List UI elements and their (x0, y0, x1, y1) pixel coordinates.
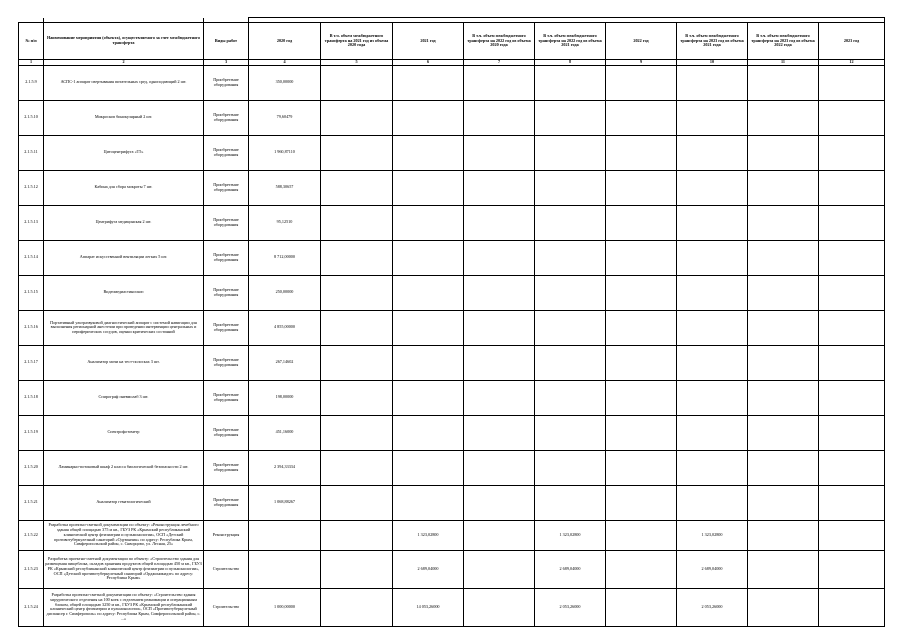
header-cell: В т.ч. объем межбюджетного трансферта на 2023 год из объема 2022 года (748, 23, 819, 60)
value-col11 (748, 135, 819, 170)
value-col8 (535, 310, 606, 345)
table-row (19, 415, 885, 450)
value-col8 (535, 170, 606, 205)
value-col5 (321, 275, 393, 310)
value-col11 (748, 275, 819, 310)
column-number: 6 (393, 60, 464, 66)
value-2022 (606, 240, 677, 275)
value-col5 (321, 310, 393, 345)
value-2022 (606, 135, 677, 170)
column-number: 10 (677, 60, 748, 66)
value-2021 (393, 450, 464, 485)
column-number: 3 (204, 60, 249, 66)
value-col10 (677, 415, 748, 450)
value-col10 (677, 450, 748, 485)
value-col7 (464, 240, 535, 275)
work-type: Приобретение оборудования (204, 450, 249, 485)
value-col8 (535, 240, 606, 275)
value-col11 (748, 310, 819, 345)
column-number: 8 (535, 60, 606, 66)
value-2022 (606, 205, 677, 240)
column-number: 5 (321, 60, 393, 66)
document-sheet (18, 17, 860, 627)
value-2021: 2 689,04000 (393, 550, 464, 588)
value-col7 (464, 345, 535, 380)
work-type: Приобретение оборудования (204, 170, 249, 205)
work-type: Приобретение оборудования (204, 135, 249, 170)
value-col8 (535, 275, 606, 310)
value-col5 (321, 520, 393, 550)
value-2020: 588,30657 (249, 170, 321, 205)
value-col10: 1 323,02800 (677, 520, 748, 550)
table-body (19, 65, 885, 626)
work-type: Строительство (204, 588, 249, 626)
value-col10 (677, 240, 748, 275)
table-row (19, 135, 885, 170)
value-2021 (393, 240, 464, 275)
measure-name: Анализатор гематологический (44, 485, 204, 520)
row-number: 2.1.5.15 (19, 275, 44, 310)
work-type: Приобретение оборудования (204, 65, 249, 100)
table-row (19, 345, 885, 380)
value-col10 (677, 100, 748, 135)
value-col5 (321, 415, 393, 450)
value-col8 (535, 205, 606, 240)
work-type: Реконструкция (204, 520, 249, 550)
value-col7 (464, 310, 535, 345)
measure-name: Спирограф пневмолаб 3 шт. (44, 380, 204, 415)
row-number: 2.1.5.17 (19, 345, 44, 380)
value-col5 (321, 550, 393, 588)
measure-name: Ламинарно-потоковый шкаф 2 класса биологической безопасности 2 шт. (44, 450, 204, 485)
value-col8 (535, 485, 606, 520)
value-col7 (464, 485, 535, 520)
value-2021 (393, 380, 464, 415)
value-col8: 2 053,26000 (535, 588, 606, 626)
value-2020: 2 394,33334 (249, 450, 321, 485)
value-2022 (606, 450, 677, 485)
value-col11 (748, 100, 819, 135)
value-col5 (321, 100, 393, 135)
value-col10 (677, 345, 748, 380)
value-col5 (321, 170, 393, 205)
row-number: 2.1.5.24 (19, 588, 44, 626)
value-2021 (393, 345, 464, 380)
value-col11 (748, 415, 819, 450)
budget-table (18, 17, 885, 627)
value-col10 (677, 310, 748, 345)
table-row (19, 450, 885, 485)
value-2020: 95,12510 (249, 205, 321, 240)
table-row (19, 170, 885, 205)
measure-name: АСПС-1 аппарат свертывания питательных сред, одноподающий 2 шт. (44, 65, 204, 100)
table-row (19, 550, 885, 588)
value-col11 (748, 240, 819, 275)
work-type: Приобретение оборудования (204, 205, 249, 240)
value-2023 (819, 240, 885, 275)
value-2023 (819, 100, 885, 135)
value-2022 (606, 380, 677, 415)
value-2021 (393, 65, 464, 100)
table-row (19, 65, 885, 100)
value-2023 (819, 415, 885, 450)
value-2021 (393, 170, 464, 205)
value-col7 (464, 275, 535, 310)
value-2023 (819, 380, 885, 415)
value-col5 (321, 135, 393, 170)
column-number: 9 (606, 60, 677, 66)
value-2020: 267,14602 (249, 345, 321, 380)
header-cell: В т.ч. объем межбюджетного трансферта на 2023 год из объема 2021 года (677, 23, 748, 60)
value-2023 (819, 205, 885, 240)
value-2020: 250,00000 (249, 275, 321, 310)
value-2021 (393, 310, 464, 345)
header-cell: 2020 год (249, 23, 321, 60)
header-cell: Наименование мероприятия (объекта), осуществляемого за счет межбюджетного трансферта (44, 23, 204, 60)
value-col8: 1 323,02800 (535, 520, 606, 550)
work-type: Приобретение оборудования (204, 345, 249, 380)
value-col7 (464, 520, 535, 550)
value-2023 (819, 520, 885, 550)
column-number: 4 (249, 60, 321, 66)
value-col5 (321, 345, 393, 380)
table-row (19, 520, 885, 550)
measure-name: Разработка проектно-сметной документации по объекту: «Реконструкция лечебного здания общей площадью 375 м кв., ГБУЗ РК «Крымский республиканский клинический центр фтизиатрии и пульмонологии», ОСП «Детский противотуберкулезный санаторий «Одуванчик» по адресу: Республика Крым, Симферопольский район, с. Скворцово, ул. Лесная, 25» (44, 520, 204, 550)
value-col11 (748, 170, 819, 205)
value-2021: 14 053,26000 (393, 588, 464, 626)
value-2022 (606, 520, 677, 550)
value-2020: 1 960,87110 (249, 135, 321, 170)
work-type: Строительство (204, 550, 249, 588)
value-col10 (677, 380, 748, 415)
value-col10 (677, 275, 748, 310)
row-number: 2.1.5.16 (19, 310, 44, 345)
measure-name: Разработка проектно-сметной документации по объекту: «Строительство здания хирургического отделения на 100 коек с отделением реанимации и операционным блоком, общей площадью 3250 м кв., ГБУЗ РК «Крымский республиканский клинический центр фтизиатрии и пульмонологии», ОСП «Противотуберкулезный диспансер г. Симферополь» по адресу: Республика Крым, Симферопольский район, с. ...» (44, 588, 204, 626)
work-type: Приобретение оборудования (204, 240, 249, 275)
column-number: 1 (19, 60, 44, 66)
value-col11 (748, 588, 819, 626)
row-number: 2.1.5.13 (19, 205, 44, 240)
value-2022 (606, 65, 677, 100)
value-col7 (464, 205, 535, 240)
measure-name: Портативный ультразвуковой диагностический аппарат с системой навигации для выполнения регионарной анестезии при проведении интервенции центральных и периферических сосудов, оценки критических состояний (44, 310, 204, 345)
value-col5 (321, 205, 393, 240)
row-number: 2.1.5.18 (19, 380, 44, 415)
column-number: 2 (44, 60, 204, 66)
value-col10 (677, 135, 748, 170)
value-2020: 451,16000 (249, 415, 321, 450)
value-col11 (748, 345, 819, 380)
value-col7 (464, 100, 535, 135)
value-2020 (249, 520, 321, 550)
value-col5 (321, 450, 393, 485)
value-2021 (393, 485, 464, 520)
header-cell: В т.ч. объем межбюджетного трансферта на 2021 год из объема 2020 года (321, 23, 393, 60)
value-col11 (748, 380, 819, 415)
measure-name: Цитоцентрифуга «Т5» (44, 135, 204, 170)
measure-name: Видеомедиастиноскоп (44, 275, 204, 310)
value-2021 (393, 275, 464, 310)
value-2023 (819, 65, 885, 100)
value-col7 (464, 588, 535, 626)
value-col5 (321, 65, 393, 100)
value-2022 (606, 588, 677, 626)
work-type: Приобретение оборудования (204, 485, 249, 520)
work-type: Приобретение оборудования (204, 275, 249, 310)
value-2023 (819, 550, 885, 588)
value-2020: 350,00000 (249, 65, 321, 100)
column-number: 11 (748, 60, 819, 66)
header-cell: В т.ч. объем межбюджетного трансферта на 2022 год из объема 2021 года (535, 23, 606, 60)
value-col8 (535, 450, 606, 485)
value-col8 (535, 380, 606, 415)
row-number: 2.1.5.19 (19, 415, 44, 450)
value-2023 (819, 450, 885, 485)
header-cell: № п/п (19, 23, 44, 60)
measure-name: Кабина для сбора мокроты 7 шт. (44, 170, 204, 205)
value-2021 (393, 415, 464, 450)
work-type: Приобретение оборудования (204, 100, 249, 135)
value-2022 (606, 100, 677, 135)
table-row (19, 275, 885, 310)
value-2020: 1 000,00000 (249, 588, 321, 626)
row-number: 2.1.5.12 (19, 170, 44, 205)
row-number: 2.1.5.11 (19, 135, 44, 170)
work-type: Приобретение оборудования (204, 380, 249, 415)
measure-name: Центрифуга медицинская 2 шт. (44, 205, 204, 240)
value-col7 (464, 135, 535, 170)
value-2023 (819, 275, 885, 310)
value-2022 (606, 345, 677, 380)
value-2020 (249, 550, 321, 588)
row-number: 2.1.5.20 (19, 450, 44, 485)
value-2023 (819, 345, 885, 380)
value-col10 (677, 65, 748, 100)
value-col5 (321, 240, 393, 275)
header-cell: 2023 год (819, 23, 885, 60)
value-2022 (606, 485, 677, 520)
value-col11 (748, 450, 819, 485)
value-col5 (321, 588, 393, 626)
measure-name: Разработка проектно-сметной документации по объекту: «Строительство здания для размещения пищеблока, складов хранения продуктов общей площадью 450 м кв., ГБУЗ РК «Крымский республиканский клинический центр фтизиатрии и пульмонологии», ОСП «Детский противотуберкулезный санаторий «Орджоникидзе» по адресу: Республика Крым» (44, 550, 204, 588)
value-2023 (819, 485, 885, 520)
value-2022 (606, 415, 677, 450)
table-row (19, 205, 885, 240)
value-col10: 2 053,26000 (677, 588, 748, 626)
value-col8 (535, 345, 606, 380)
row-number: 2.1.5.14 (19, 240, 44, 275)
value-2022 (606, 275, 677, 310)
column-number: 7 (464, 60, 535, 66)
value-2020: 8 712,00000 (249, 240, 321, 275)
value-col5 (321, 380, 393, 415)
measure-name: Анализатор мочи на тест-полосках 3 шт. (44, 345, 204, 380)
value-2022 (606, 310, 677, 345)
value-col10 (677, 170, 748, 205)
header-row (19, 23, 885, 60)
row-number: 2.1.5.22 (19, 520, 44, 550)
value-2021: 1 323,02800 (393, 520, 464, 550)
value-col8 (535, 100, 606, 135)
measure-name: Аппарат искусственной вентиляции легких 5 шт. (44, 240, 204, 275)
value-col10 (677, 485, 748, 520)
header-cell: 2022 год (606, 23, 677, 60)
header-cell: В т.ч. объем межбюджетного трансферта на 2022 год из объема 2020 года (464, 23, 535, 60)
header-cell: Виды работ (204, 23, 249, 60)
row-number: 2.1.5.10 (19, 100, 44, 135)
value-col7 (464, 65, 535, 100)
value-2023 (819, 588, 885, 626)
value-2023 (819, 310, 885, 345)
table-row (19, 100, 885, 135)
value-col5 (321, 485, 393, 520)
value-col8: 2 689,04000 (535, 550, 606, 588)
value-2021 (393, 135, 464, 170)
value-col11 (748, 550, 819, 588)
work-type: Приобретение оборудования (204, 415, 249, 450)
value-2020: 1 068,88267 (249, 485, 321, 520)
value-col7 (464, 380, 535, 415)
value-2023 (819, 135, 885, 170)
value-col11 (748, 205, 819, 240)
value-col10: 2 689,04000 (677, 550, 748, 588)
work-type: Приобретение оборудования (204, 310, 249, 345)
value-2020: 198,00000 (249, 380, 321, 415)
measure-name: Микроскоп бинокулярный 2 шт. (44, 100, 204, 135)
value-col8 (535, 415, 606, 450)
value-2020: 79,60479 (249, 100, 321, 135)
measure-name: Спектрофотометр (44, 415, 204, 450)
value-2020: 4 855,00000 (249, 310, 321, 345)
value-col7 (464, 550, 535, 588)
row-number: 2.1.5.21 (19, 485, 44, 520)
value-col7 (464, 415, 535, 450)
value-2021 (393, 205, 464, 240)
table-row (19, 380, 885, 415)
value-2021 (393, 100, 464, 135)
value-col8 (535, 135, 606, 170)
table-row (19, 485, 885, 520)
table-row (19, 240, 885, 275)
table-row (19, 310, 885, 345)
value-2023 (819, 170, 885, 205)
header-cell: 2021 год (393, 23, 464, 60)
row-number: 2.1.5.23 (19, 550, 44, 588)
value-col10 (677, 205, 748, 240)
table-row (19, 588, 885, 626)
value-col7 (464, 450, 535, 485)
column-number: 12 (819, 60, 885, 66)
value-2022 (606, 170, 677, 205)
value-col11 (748, 520, 819, 550)
value-2022 (606, 550, 677, 588)
row-number: 2.1.5.9 (19, 65, 44, 100)
value-col8 (535, 65, 606, 100)
value-col11 (748, 485, 819, 520)
value-col11 (748, 65, 819, 100)
value-col7 (464, 170, 535, 205)
